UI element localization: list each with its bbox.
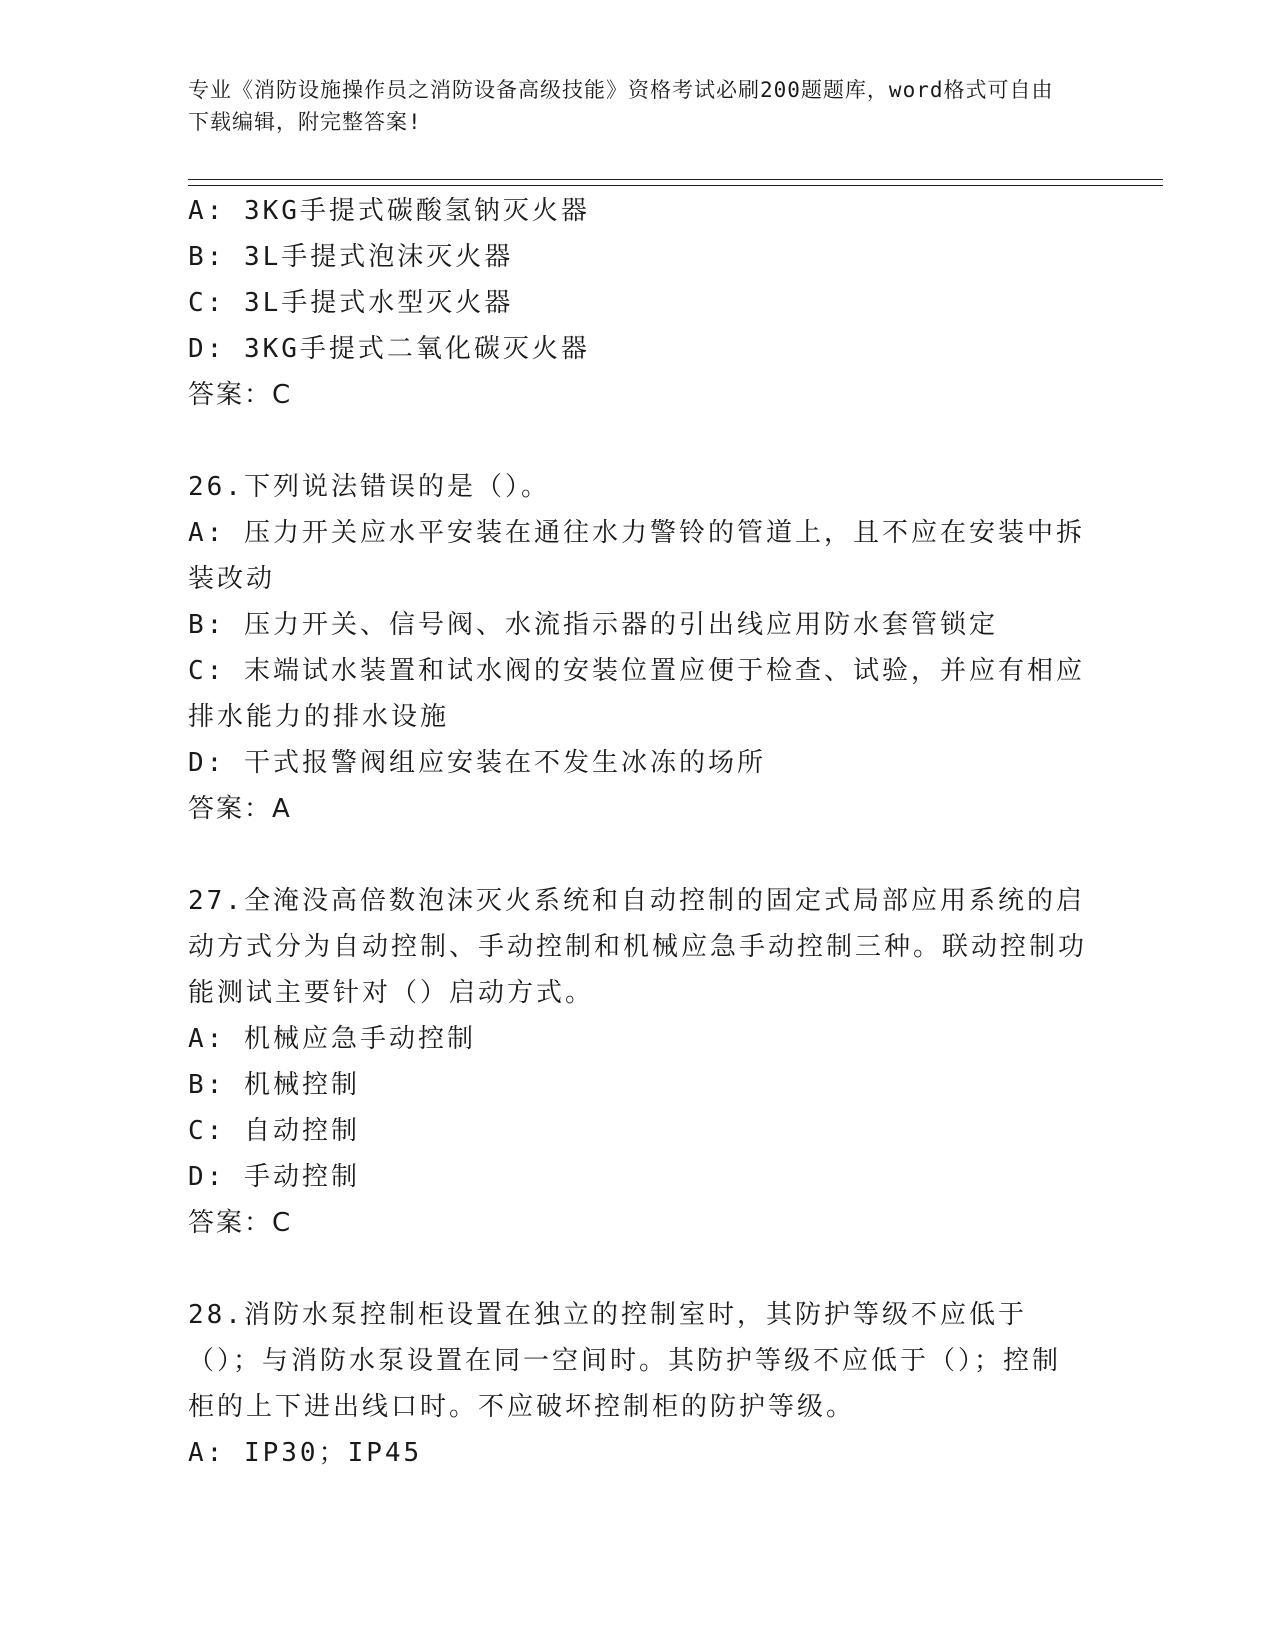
- option-c: C: 3L手提式水型灭火器: [188, 288, 514, 318]
- option-b: B: 压力开关、信号阀、水流指示器的引出线应用防水套管锁定: [188, 610, 998, 640]
- question-27-block: [188, 878, 1088, 1246]
- option-d: D: 手动控制: [188, 1162, 360, 1192]
- answer-text: 答案：C: [188, 380, 293, 410]
- answer-text: 答案：A: [188, 794, 292, 824]
- question-28-block: [188, 1292, 1088, 1476]
- question-stem: 26.下列说法错误的是（）。: [188, 472, 550, 502]
- option-a: A: 3KG手提式碳酸氢钠灭火器: [188, 196, 590, 226]
- option-b: B: 机械控制: [188, 1070, 360, 1100]
- answer-text: 答案：C: [188, 1208, 293, 1238]
- option-c: C: 末端试水装置和试水阀的安装位置应便于检查、试验，并应有相应排水能力的排水设施: [188, 656, 1085, 732]
- option-c: C: 自动控制: [188, 1116, 360, 1146]
- header-divider: [188, 179, 1163, 186]
- option-a: A: 压力开关应水平安装在通往水力警铃的管道上，且不应在安装中拆装改动: [188, 518, 1085, 594]
- question-stem: 28.消防水泵控制柜设置在独立的控制室时，其防护等级不应低于（）；与消防水泵设置在同一空间时。其防护等级不应低于（）；控制柜的上下进出线口时。不应破坏控制柜的防护等级。: [188, 1300, 1062, 1422]
- option-d: D: 3KG手提式二氧化碳灭火器: [188, 334, 590, 364]
- spacer: [188, 832, 1088, 878]
- question-26-block: [188, 464, 1088, 832]
- option-a: A: IP30；IP45: [188, 1438, 423, 1468]
- question-stem: 27.全淹没高倍数泡沫灭火系统和自动控制的固定式局部应用系统的启动方式分为自动控制、手动控制和机械应急手动控制三种。联动控制功能测试主要针对（）启动方式。: [188, 886, 1088, 1008]
- option-b: B: 3L手提式泡沫灭火器: [188, 242, 514, 272]
- prev-question-block: [188, 188, 1088, 418]
- option-d: D: 干式报警阀组应安装在不发生冰冻的场所: [188, 748, 766, 778]
- option-a: A: 机械应急手动控制: [188, 1024, 476, 1054]
- question-content: [188, 188, 1088, 1476]
- document-header: 专业《消防设施操作员之消防设备高级技能》资格考试必刷200题题库，word格式可自由下载编辑，附完整答案!: [188, 78, 1054, 134]
- spacer: [188, 1246, 1088, 1292]
- spacer: [188, 418, 1088, 464]
